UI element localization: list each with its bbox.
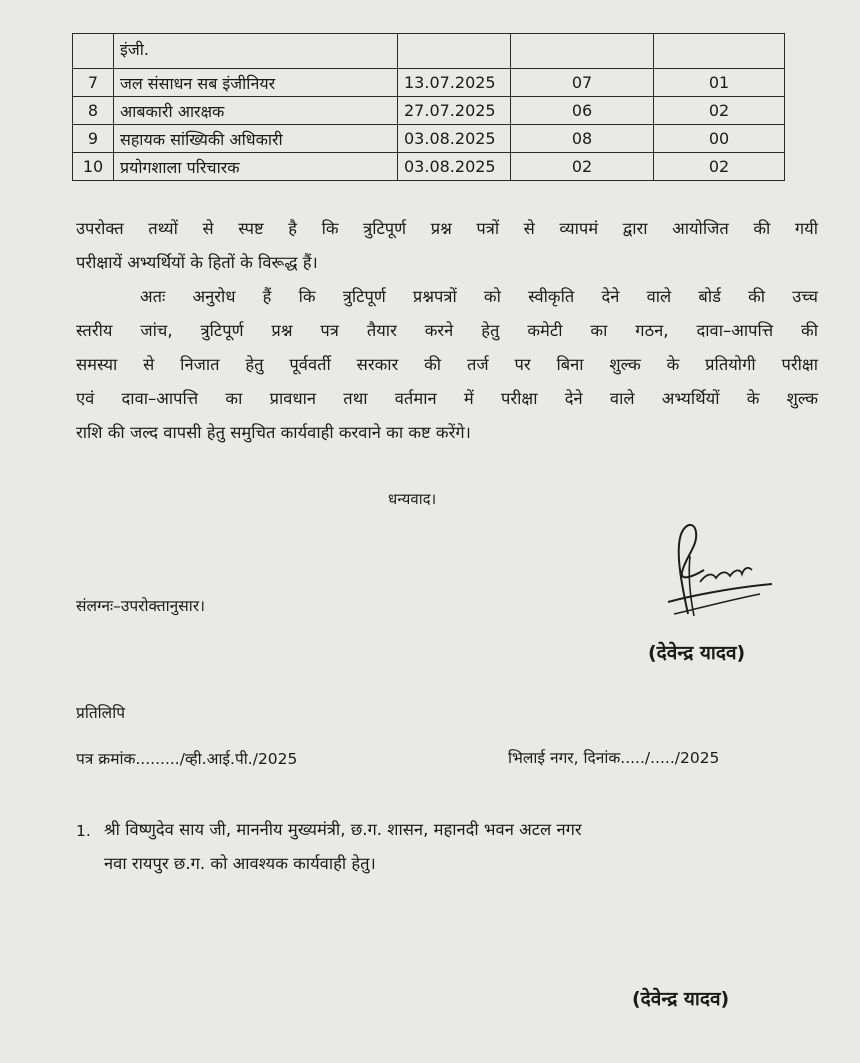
signatory-name-bottom: (देवेन्द्र यादव) (632, 988, 730, 1010)
table-row (73, 34, 785, 69)
paragraph-1 (76, 212, 818, 280)
post-name-cell: इंजी. (114, 34, 398, 69)
row-number-cell (73, 34, 114, 69)
row-number-cell: 10 (73, 153, 114, 181)
count-a-cell: 02 (511, 153, 654, 181)
paragraph-2-line-1: अतः अनुरोध हैं कि त्रुटिपूर्ण प्रश्नपत्रों को स्वीकृति देने वाले बोर्ड की उच्च (140, 287, 818, 306)
table-row (73, 69, 785, 97)
paragraph-2 (76, 280, 818, 450)
thanks-text: धन्यवाद। (388, 490, 437, 508)
row-number-cell: 8 (73, 97, 114, 125)
paragraph-1-line-1: उपरोक्त तथ्यों से स्पष्ट है कि त्रुटिपूर्ण प्रश्न पत्रों से व्यापमं द्वारा आयोजित की गयी (76, 219, 818, 238)
count-a-cell: 06 (511, 97, 654, 125)
count-b-cell (654, 34, 785, 69)
paragraph-2-line-5: राशि की जल्द वापसी हेतु समुचित कार्यवाही करवाने का कष्ट करेंगे। (76, 423, 471, 442)
letter-number: पत्र क्रमांक........./व्ही.आई.पी./2025 (76, 750, 298, 768)
count-b-cell: 00 (654, 125, 785, 153)
copy-item-line-2: नवा रायपुर छ.ग. को आवश्यक कार्यवाही हेतु। (104, 854, 376, 873)
post-name-cell: प्रयोगशाला परिचारक (114, 153, 398, 181)
paragraph-1-line-2: परीक्षायें अभ्यर्थियों के हितों के विरूद्ध हैं। (76, 253, 318, 272)
paragraph-2-line-2: स्तरीय जांच, त्रुटिपूर्ण प्रश्न पत्र तैयार करने हेतु कमेटी का गठन, दावा–आपत्ति की (76, 321, 818, 340)
table-row (73, 97, 785, 125)
post-name-cell: आबकारी आरक्षक (114, 97, 398, 125)
count-b-cell: 01 (654, 69, 785, 97)
exam-date-cell (398, 34, 511, 69)
exam-date-cell: 03.08.2025 (398, 153, 511, 181)
count-a-cell: 07 (511, 69, 654, 97)
paragraph-2-line-3: समस्या से निजात हेतु पूर्ववर्ती सरकार की तर्ज पर बिना शुल्क के प्रतियोगी परीक्षा (76, 355, 818, 374)
post-name-cell: जल संसाधन सब इंजीनियर (114, 69, 398, 97)
copy-item-line-1: श्री विष्णुदेव साय जी, माननीय मुख्यमंत्री, छ.ग. शासन, महानदी भवन अटल नगर (104, 820, 582, 839)
exam-date-cell: 27.07.2025 (398, 97, 511, 125)
row-number-cell: 7 (73, 69, 114, 97)
post-name-cell: सहायक सांख्यिकी अधिकारी (114, 125, 398, 153)
handwritten-signature (660, 516, 780, 626)
row-number-cell: 9 (73, 125, 114, 153)
enclosure-text: संलग्नः–उपरोक्तानुसार। (76, 597, 205, 615)
count-b-cell: 02 (654, 153, 785, 181)
table-row (73, 125, 785, 153)
copy-item-number: 1. (76, 822, 91, 840)
copy-label: प्रतिलिपि (76, 704, 126, 722)
signatory-name: (देवेन्द्र यादव) (648, 642, 746, 664)
table-row (73, 153, 785, 181)
results-table (72, 33, 785, 181)
paragraph-2-line-4: एवं दावा–आपत्ति का प्रावधान तथा वर्तमान में परीक्षा देने वाले अभ्यर्थियों के शुल्क (76, 389, 818, 408)
count-a-cell (511, 34, 654, 69)
exam-date-cell: 13.07.2025 (398, 69, 511, 97)
count-a-cell: 08 (511, 125, 654, 153)
exam-date-cell: 03.08.2025 (398, 125, 511, 153)
place-date: भिलाई नगर, दिनांक...../...../2025 (508, 749, 720, 767)
count-b-cell: 02 (654, 97, 785, 125)
